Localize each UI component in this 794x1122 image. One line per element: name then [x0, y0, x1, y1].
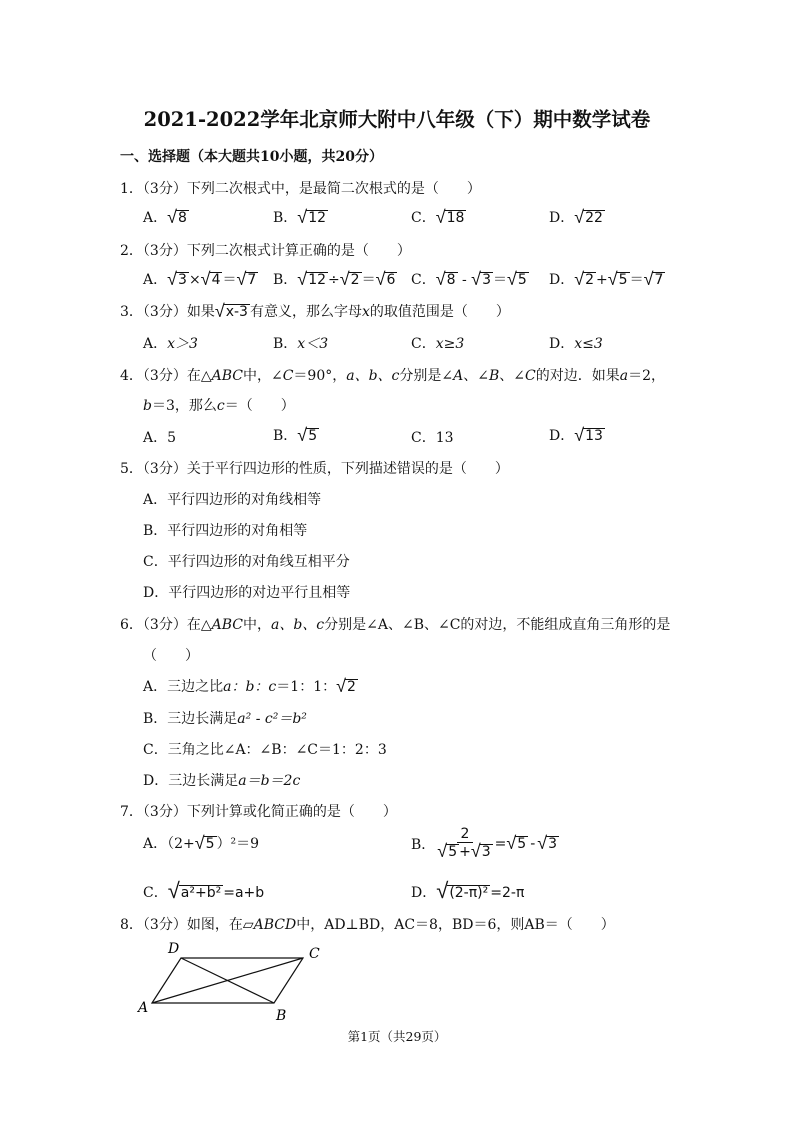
question-6-stem: 6．（3分）在△ABC中，a、b、c分别是∠A、∠B、∠C的对边，不能组成直角三角形的是 — [120, 617, 671, 633]
question-1-stem: 1．（3分）下列二次根式中，是最简二次根式的是（ ） — [120, 181, 481, 197]
vertex-label-a: A — [138, 1000, 149, 1016]
page-title: 2021-2022学年北京师大附中八年级（下）期中数学试卷 — [143, 108, 651, 131]
q1-option-a: A．√8 — [143, 207, 187, 228]
q4-option-d: D．√13 — [549, 425, 603, 446]
vertex-label-d: D — [168, 941, 180, 957]
question-2-stem: 2．（3分）下列二次根式计算正确的是（ ） — [120, 243, 411, 259]
q7-option-b: B． $\frac{2}{√5 +√3}$ = √ 5 - √ 3 — [411, 826, 558, 862]
question-4-stem-line2: b＝3，那么c＝（ ） — [143, 398, 295, 414]
q1-option-b: B．√12 — [273, 207, 327, 228]
q5-option-a: A．平行四边形的对角线相等 — [143, 492, 322, 508]
q3-option-b: B．x＜3 — [273, 336, 329, 352]
section-heading: 一、选择题（本大题共10小题，共20分） — [120, 149, 383, 165]
question-5-stem: 5．（3分）关于平行四边形的性质，下列描述错误的是（ ） — [120, 461, 509, 477]
q3-option-d: D．x≤3 — [549, 336, 603, 352]
q2-option-a: A．√3 ×√4 ＝√7 — [143, 269, 257, 290]
question-6-paren: （ ） — [143, 648, 199, 664]
vertex-label-c: C — [309, 946, 320, 962]
parallelogram-figure — [130, 936, 330, 1026]
q3-option-a: A．x＞3 — [143, 336, 198, 352]
q7-option-d: D．√(2-π)² =2-π — [411, 879, 525, 904]
q6-option-c: C．三角之比∠A：∠B：∠C＝1：2：3 — [143, 742, 387, 758]
page-footer: 第1页（共29页） — [347, 1029, 447, 1044]
question-7-stem: 7．（3分）下列计算或化简正确的是（ ） — [120, 804, 397, 820]
question-4-stem-line1: 4．（3分）在△ABC中，∠C＝90°，a、b、c分别是∠A、∠B、∠C的对边．如果a＝2， — [120, 368, 666, 384]
q4-option-a: A．5 — [143, 430, 177, 446]
q2-option-c: C．√8 - √3 ＝√5 — [411, 269, 527, 290]
q6-option-d: D．三边长满足a＝b＝2c — [143, 773, 301, 789]
q7-option-a: A．（2+√5 ）²＝9 — [143, 833, 260, 854]
q7-option-c: C．√a²+b² =a+b — [143, 879, 265, 904]
q4-option-b: B．√5 — [273, 425, 318, 446]
q2-option-b: B．√12 ÷√2 ＝√6 — [273, 269, 396, 290]
q6-option-a: A．三边之比a：b：c＝1：1：√2 — [143, 676, 356, 697]
q5-option-c: C．平行四边形的对角线互相平分 — [143, 554, 350, 570]
q3-option-c: C．x≥3 — [411, 336, 465, 352]
q4-option-c: C．13 — [411, 430, 454, 446]
diagonal-bd — [181, 958, 274, 1003]
vertex-label-b: B — [276, 1008, 287, 1024]
q5-option-d: D．平行四边形的对边平行且相等 — [143, 585, 351, 601]
q5-option-b: B．平行四边形的对角相等 — [143, 523, 308, 539]
question-8-stem: 8．（3分）如图，在▱ABCD中，AD⊥BD，AC＝8，BD＝6，则AB＝（ ） — [120, 917, 615, 933]
question-3-stem: 3．（3分）如果√x-3 有意义，那么字母x的取值范围是（ ） — [120, 301, 510, 322]
q1-option-c: C．√18 — [411, 207, 465, 228]
q2-option-d: D．√2 +√5 ＝√7 — [549, 269, 664, 290]
q6-option-b: B．三边长满足a² - c²＝b² — [143, 711, 307, 727]
q1-option-d: D．√22 — [549, 207, 603, 228]
